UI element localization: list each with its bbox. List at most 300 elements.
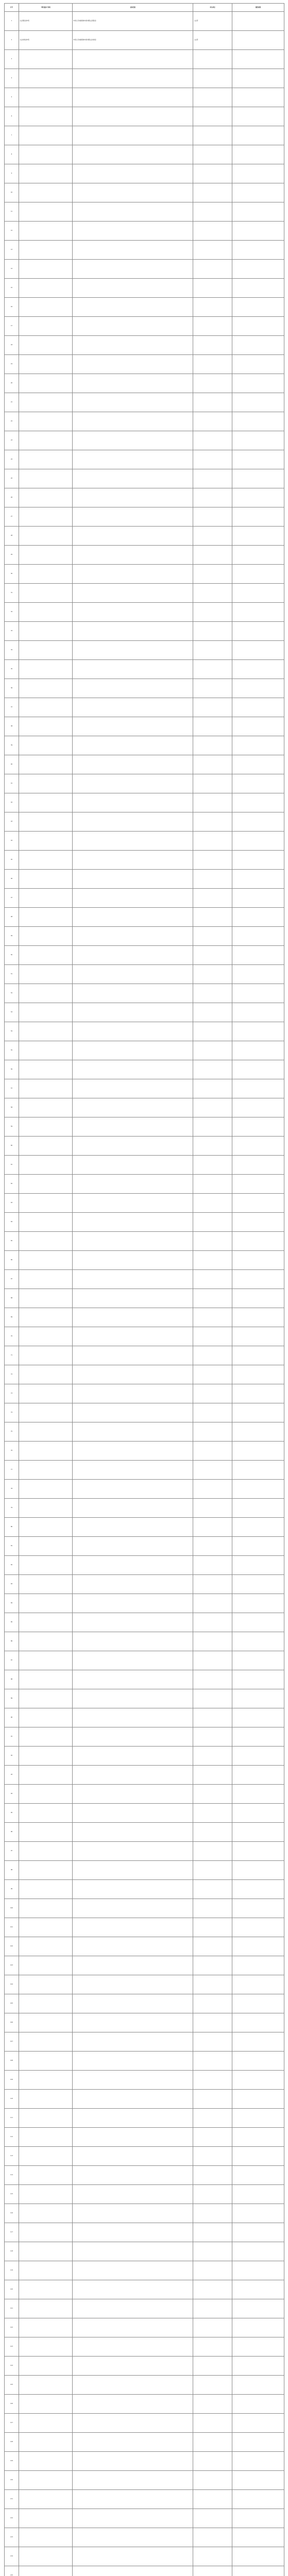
cell-condition: [232, 1289, 284, 1308]
table-row: [5, 851, 284, 870]
cell-item-name: [19, 1461, 73, 1480]
cell-scope: [73, 527, 193, 546]
cell-item-name: [19, 2204, 73, 2223]
cell-lead-unit: [193, 1785, 232, 1804]
cell-scope: [73, 1060, 193, 1079]
cell-scope: [73, 1003, 193, 1022]
cell-lead-unit: [193, 355, 232, 374]
cell-lead-unit: [193, 1156, 232, 1175]
cell-condition: [232, 222, 284, 241]
cell-scope: [73, 2204, 193, 2223]
cell-num: 96: [5, 1823, 19, 1842]
cell-scope: [73, 2414, 193, 2433]
cell-lead-unit: [193, 2261, 232, 2280]
cell-condition: [232, 469, 284, 488]
table-row: [5, 88, 284, 107]
cell-num: 17: [5, 317, 19, 336]
cell-scope: [73, 584, 193, 603]
cell-condition: [232, 2318, 284, 2337]
cell-item-name: [19, 946, 73, 965]
table-row: [5, 1137, 284, 1156]
cell-condition: [232, 393, 284, 412]
cell-num: 85: [5, 1613, 19, 1632]
table-row: [5, 2261, 284, 2280]
cell-scope: [73, 1823, 193, 1842]
cell-num: 61: [5, 1156, 19, 1175]
cell-item-name: [19, 1403, 73, 1422]
cell-num: 42: [5, 793, 19, 812]
cell-lead-unit: [193, 2528, 232, 2547]
cell-condition: [232, 1137, 284, 1156]
cell-lead-unit: [193, 927, 232, 946]
cell-scope: [73, 2337, 193, 2357]
cell-lead-unit: [193, 1384, 232, 1403]
cell-item-name: [19, 1899, 73, 1918]
header-condition: 规范时限: [232, 4, 284, 12]
cell-condition: [232, 1708, 284, 1727]
cell-num: 69: [5, 1308, 19, 1327]
cell-num: 39: [5, 736, 19, 755]
table-row: [5, 279, 284, 298]
cell-lead-unit: [193, 2071, 232, 2090]
cell-item-name: [19, 679, 73, 698]
table-row: [5, 698, 284, 717]
cell-num: 77: [5, 1461, 19, 1480]
cell-scope: [73, 1346, 193, 1365]
cell-lead-unit: [193, 660, 232, 679]
cell-condition: [232, 2395, 284, 2414]
cell-num: 118: [5, 2242, 19, 2261]
cell-num: 65: [5, 1232, 19, 1251]
cell-item-name: [19, 1251, 73, 1270]
table-row: [5, 355, 284, 374]
cell-condition: [232, 241, 284, 260]
cell-condition: [232, 1575, 284, 1594]
cell-num: 81: [5, 1537, 19, 1556]
cell-scope: [73, 1232, 193, 1251]
cell-num: 112: [5, 2128, 19, 2147]
cell-scope: [73, 1975, 193, 1994]
table-row: [5, 260, 284, 279]
table-row: [5, 2147, 284, 2166]
cell-lead-unit: [193, 1937, 232, 1956]
table-row: [5, 317, 284, 336]
cell-scope: [73, 1422, 193, 1442]
cell-lead-unit: [193, 317, 232, 336]
cell-condition: [232, 2071, 284, 2090]
cell-num: 7: [5, 126, 19, 145]
cell-condition: [232, 488, 284, 507]
cell-scope: [73, 1384, 193, 1403]
cell-scope: [73, 736, 193, 755]
cell-item-name: [19, 1537, 73, 1556]
cell-lead-unit: [193, 1041, 232, 1060]
cell-lead-unit: [193, 2013, 232, 2032]
cell-condition: [232, 2109, 284, 2128]
cell-num: 54: [5, 1022, 19, 1041]
cell-num: 1: [5, 12, 19, 31]
cell-item-name: [19, 1632, 73, 1651]
cell-num: 41: [5, 774, 19, 793]
table-row: [5, 2509, 284, 2528]
table-row: [5, 2013, 284, 2032]
cell-lead-unit: [193, 1518, 232, 1537]
cell-condition: [232, 183, 284, 202]
cell-scope: [73, 641, 193, 660]
cell-scope: [73, 908, 193, 927]
table-row: [5, 2223, 284, 2242]
cell-num: 34: [5, 641, 19, 660]
cell-condition: [232, 1880, 284, 1899]
cell-num: 113: [5, 2147, 19, 2166]
cell-condition: [232, 679, 284, 698]
table-row: [5, 2433, 284, 2452]
cell-lead-unit: [193, 622, 232, 641]
cell-num: 121: [5, 2299, 19, 2318]
cell-condition: [232, 1060, 284, 1079]
cell-scope: [73, 812, 193, 832]
cell-condition: [232, 1098, 284, 1117]
cell-scope: [73, 488, 193, 507]
cell-scope: [73, 1289, 193, 1308]
cell-condition: [232, 1480, 284, 1499]
cell-scope: [73, 469, 193, 488]
cell-item-name: [19, 298, 73, 317]
cell-scope: [73, 1308, 193, 1327]
cell-condition: [232, 1689, 284, 1708]
cell-scope: [73, 851, 193, 870]
cell-num: 6: [5, 107, 19, 126]
table-row: [5, 1251, 284, 1270]
cell-num: 58: [5, 1098, 19, 1117]
cell-scope: [73, 1327, 193, 1346]
cell-num: 117: [5, 2223, 19, 2242]
table-row: [5, 2185, 284, 2204]
cell-item-name: [19, 1670, 73, 1689]
cell-num: 68: [5, 1289, 19, 1308]
cell-lead-unit: [193, 2204, 232, 2223]
cell-item-name: [19, 1785, 73, 1804]
cell-lead-unit: [193, 984, 232, 1003]
cell-lead-unit: [193, 1670, 232, 1689]
cell-item-name: [19, 1499, 73, 1518]
cell-item-name: [19, 2223, 73, 2242]
table-row: [5, 641, 284, 660]
cell-num: 49: [5, 927, 19, 946]
cell-item-name: [19, 1041, 73, 1060]
cell-num: 124: [5, 2357, 19, 2376]
cell-num: 88: [5, 1670, 19, 1689]
cell-item-name: [19, 1689, 73, 1708]
cell-condition: [232, 1175, 284, 1194]
cell-item-name: [19, 698, 73, 717]
table-row: [5, 2109, 284, 2128]
table-row: [5, 565, 284, 584]
table-row: [5, 241, 284, 260]
cell-scope: [73, 1137, 193, 1156]
cell-lead-unit: [193, 507, 232, 527]
table-row: [5, 126, 284, 145]
cell-num: 33: [5, 622, 19, 641]
cell-item-name: [19, 145, 73, 164]
cell-item-name: [19, 1994, 73, 2013]
cell-item-name: [19, 2376, 73, 2395]
cell-scope: [73, 679, 193, 698]
table-row: [5, 832, 284, 851]
cell-scope: [73, 565, 193, 584]
cell-condition: [232, 1251, 284, 1270]
cell-num: 90: [5, 1708, 19, 1727]
table-row: [5, 2471, 284, 2490]
cell-scope: [73, 317, 193, 336]
cell-scope: [73, 1766, 193, 1785]
table-row: [5, 1823, 284, 1842]
cell-condition: [232, 1327, 284, 1346]
cell-scope: [73, 412, 193, 431]
cell-item-name: [19, 1747, 73, 1766]
table-row: [5, 202, 284, 222]
cell-lead-unit: [193, 832, 232, 851]
cell-item-name: [19, 1194, 73, 1213]
cell-item-name: [19, 584, 73, 603]
cell-condition: [232, 1403, 284, 1422]
cell-lead-unit: [193, 1994, 232, 2013]
cell-condition: [232, 2433, 284, 2452]
table-row: [5, 2528, 284, 2547]
cell-num: 24: [5, 450, 19, 469]
cell-scope: [73, 965, 193, 984]
cell-condition: [232, 2337, 284, 2357]
cell-scope: [73, 1747, 193, 1766]
cell-scope: [73, 984, 193, 1003]
cell-condition: [232, 260, 284, 279]
table-row: [5, 1975, 284, 1994]
cell-lead-unit: [193, 431, 232, 450]
cell-condition: [232, 2032, 284, 2052]
cell-condition: [232, 2090, 284, 2109]
cell-lead-unit: [193, 1766, 232, 1785]
cell-item-name: [19, 870, 73, 889]
cell-scope: [73, 2052, 193, 2071]
cell-scope: 申请人可向参保地申请办理失业补助金: [73, 31, 193, 50]
cell-condition: [232, 1308, 284, 1327]
table-row: [5, 1442, 284, 1461]
cell-condition: [232, 889, 284, 908]
cell-lead-unit: [193, 2452, 232, 2471]
cell-lead-unit: [193, 812, 232, 832]
cell-num: 130: [5, 2471, 19, 2490]
cell-lead-unit: [193, 2490, 232, 2509]
table-row: [5, 393, 284, 412]
cell-item-name: [19, 1365, 73, 1384]
cell-item-name: [19, 622, 73, 641]
table-row: [5, 1289, 284, 1308]
table-row: [5, 2566, 284, 2576]
header-num: 序号: [5, 4, 19, 12]
cell-condition: [232, 1346, 284, 1365]
cell-lead-unit: [193, 2147, 232, 2166]
table-row: [5, 431, 284, 450]
cell-scope: [73, 1117, 193, 1137]
cell-num: 25: [5, 469, 19, 488]
cell-lead-unit: 人社部: [193, 31, 232, 50]
cell-item-name: [19, 2280, 73, 2299]
cell-condition: [232, 851, 284, 870]
cell-scope: [73, 2090, 193, 2109]
cell-condition: [232, 546, 284, 565]
cell-lead-unit: [193, 1594, 232, 1613]
cell-item-name: [19, 2242, 73, 2261]
table-row: [5, 2452, 284, 2471]
cell-scope: [73, 260, 193, 279]
cell-lead-unit: [193, 2109, 232, 2128]
cell-num: 78: [5, 1480, 19, 1499]
cell-lead-unit: [193, 2357, 232, 2376]
cell-num: 131: [5, 2490, 19, 2509]
cell-condition: [232, 1461, 284, 1480]
cell-scope: [73, 774, 193, 793]
cell-num: 89: [5, 1689, 19, 1708]
cell-scope: [73, 2528, 193, 2547]
table-row: [5, 584, 284, 603]
cell-num: 99: [5, 1880, 19, 1899]
cell-condition: [232, 717, 284, 736]
cell-lead-unit: [193, 755, 232, 774]
cell-num: 13: [5, 241, 19, 260]
cell-num: 46: [5, 870, 19, 889]
cell-item-name: [19, 2337, 73, 2357]
cell-item-name: [19, 1117, 73, 1137]
cell-item-name: [19, 1156, 73, 1175]
cell-condition: [232, 1003, 284, 1022]
cell-item-name: [19, 488, 73, 507]
cell-lead-unit: [193, 279, 232, 298]
cell-item-name: [19, 1575, 73, 1594]
cell-num: 126: [5, 2395, 19, 2414]
cell-lead-unit: [193, 1689, 232, 1708]
table-row: [5, 507, 284, 527]
cell-item-name: [19, 241, 73, 260]
table-row: [5, 1708, 284, 1727]
cell-num: 128: [5, 2433, 19, 2452]
cell-num: 72: [5, 1365, 19, 1384]
cell-condition: [232, 31, 284, 50]
cell-lead-unit: [193, 774, 232, 793]
cell-lead-unit: [193, 450, 232, 469]
cell-lead-unit: [193, 50, 232, 69]
cell-num: 14: [5, 260, 19, 279]
cell-condition: [232, 1727, 284, 1747]
table-row: [5, 2395, 284, 2414]
cell-item-name: [19, 793, 73, 812]
cell-num: 15: [5, 279, 19, 298]
cell-scope: [73, 1270, 193, 1289]
cell-scope: [73, 1937, 193, 1956]
cell-item-name: [19, 2395, 73, 2414]
cell-item-name: [19, 527, 73, 546]
cell-item-name: [19, 279, 73, 298]
cell-lead-unit: [193, 2128, 232, 2147]
cell-lead-unit: [193, 1079, 232, 1098]
cell-item-name: [19, 660, 73, 679]
table-row: [5, 889, 284, 908]
table-row: [5, 1079, 284, 1098]
cell-item-name: [19, 1327, 73, 1346]
cell-num: 48: [5, 908, 19, 927]
cell-item-name: [19, 1175, 73, 1194]
cell-num: 20: [5, 374, 19, 393]
cell-item-name: [19, 1556, 73, 1575]
cell-item-name: [19, 1270, 73, 1289]
cell-num: 16: [5, 298, 19, 317]
table-row: [5, 1175, 284, 1194]
cell-lead-unit: [193, 2547, 232, 2566]
cell-lead-unit: [193, 1575, 232, 1594]
cell-condition: [232, 1194, 284, 1213]
cell-item-name: [19, 2261, 73, 2280]
cell-num: 37: [5, 698, 19, 717]
cell-condition: [232, 126, 284, 145]
cell-item-name: [19, 927, 73, 946]
cell-scope: [73, 1194, 193, 1213]
table-row: [5, 755, 284, 774]
cell-scope: [73, 1994, 193, 2013]
cell-condition: [232, 527, 284, 546]
cell-condition: [232, 812, 284, 832]
table-row: [5, 1041, 284, 1060]
cell-num: 83: [5, 1575, 19, 1594]
cell-scope: [73, 2299, 193, 2318]
cell-condition: [232, 2280, 284, 2299]
cell-item-name: [19, 222, 73, 241]
cell-item-name: [19, 431, 73, 450]
cell-scope: [73, 1670, 193, 1689]
table-row: [5, 374, 284, 393]
cell-num: 3: [5, 50, 19, 69]
cell-condition: [232, 1994, 284, 2013]
table-row: [5, 984, 284, 1003]
cell-lead-unit: [193, 260, 232, 279]
cell-item-name: [19, 2509, 73, 2528]
cell-condition: [232, 1975, 284, 1994]
cell-num: 44: [5, 832, 19, 851]
table-row: [5, 1804, 284, 1823]
cell-lead-unit: [193, 2090, 232, 2109]
cell-lead-unit: [193, 965, 232, 984]
cell-scope: [73, 1594, 193, 1613]
cell-scope: [73, 2471, 193, 2490]
cell-item-name: [19, 183, 73, 202]
cell-item-name: [19, 832, 73, 851]
cell-item-name: [19, 1232, 73, 1251]
cell-num: 23: [5, 431, 19, 450]
cell-condition: [232, 431, 284, 450]
table-row: [5, 183, 284, 202]
cell-lead-unit: [193, 1289, 232, 1308]
cell-item-name: [19, 1003, 73, 1022]
cell-num: 22: [5, 412, 19, 431]
cell-item-name: [19, 908, 73, 927]
cell-item-name: [19, 889, 73, 908]
table-header-row: [5, 4, 284, 12]
cell-scope: [73, 1365, 193, 1384]
cell-condition: [232, 1213, 284, 1232]
cell-num: 95: [5, 1804, 19, 1823]
cell-scope: [73, 298, 193, 317]
cell-lead-unit: [193, 1403, 232, 1422]
cell-scope: [73, 755, 193, 774]
cell-lead-unit: [193, 69, 232, 88]
